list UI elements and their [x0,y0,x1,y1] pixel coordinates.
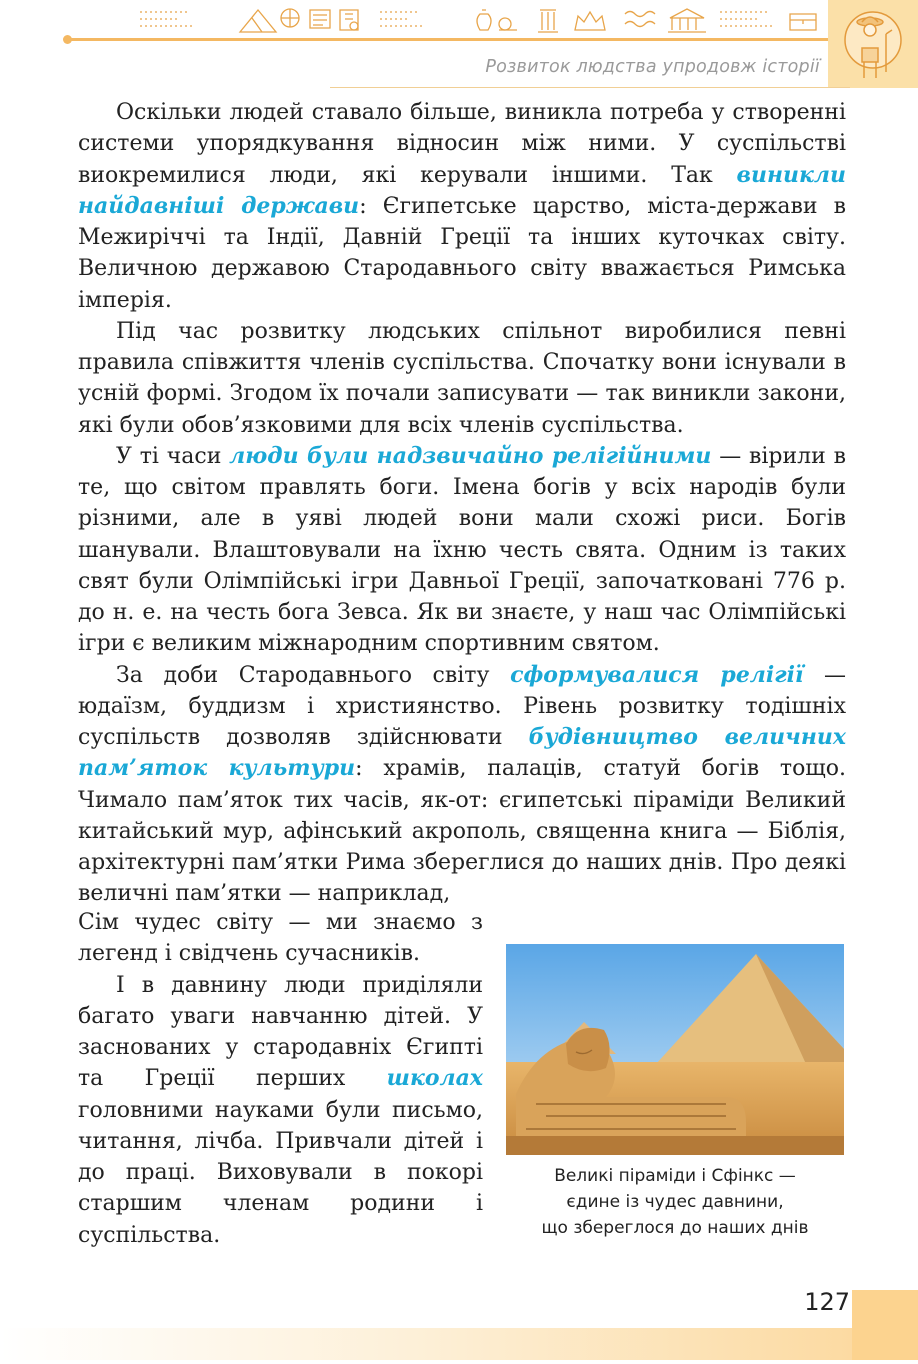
text-span: головними науками були письмо, читання, лічба. Привчали дітей і до праці. Виховували в покорі старшим членам родини і суспільства. [78,1097,483,1248]
dots-pattern-icon [140,12,195,26]
highlight-term: будівництво величних пам’яток культури [78,724,846,782]
wrapped-text [78,907,483,1251]
pyramid-icon [240,10,276,32]
header-decoration [0,0,918,40]
caption-line: що збереглося до наших днів [541,1218,809,1238]
highlight-term: сформувалися релігії [510,661,804,688]
main-text [78,97,846,910]
section-badge [828,0,918,88]
running-title-rule [330,87,850,88]
paragraph-3 [78,441,846,660]
photo-caption [506,1163,844,1241]
scroll-icon [310,10,330,28]
dash-pattern-icon [720,12,775,26]
globe-icon [281,9,299,27]
paragraph-1 [78,97,846,316]
caption-line: Великі піраміди і Сфінкс — [554,1166,796,1186]
text-span: У ті часи [116,443,230,469]
temple-icon [668,9,706,32]
jug-icon [477,10,491,30]
header-rule [68,38,918,41]
crown-icon [575,12,605,30]
page-number: 127 [804,1288,850,1316]
caption-line: єдине із чудес давнини, [566,1192,784,1212]
paragraph-4-continued: Сім чудес світу — ми знаємо з легенд і свідчень сучасників. [78,910,483,967]
running-title: Розвиток людства упродовж історії [485,57,820,77]
paragraph-4 [78,660,846,910]
wave-pattern-icon [625,12,655,27]
snail-icon [499,18,517,30]
highlight-term: школах [386,1065,483,1092]
chest-icon [790,14,816,30]
sphinx-pyramids-photo [506,944,844,1155]
text-span: : Єгипетське царство, міста-держави в Межиріччі та Індії, Давній Греції та інших куточках світу. Величною державою Стародавнього світу вважається Римська імперія. [78,193,847,313]
text-span: І в давнину люди приділяли багато уваги навчанню дітей. У заснованих у стародавніх Єгипті та Греції перших [78,972,483,1092]
text-span: — юдаїзм, буддизм і християнство. Рівень розвитку тодішніх суспільств дозволяв здійснювати [78,662,847,750]
lines-pattern-icon [380,12,425,26]
text-span: За доби Стародавнього світу [116,662,511,688]
text-span: Оскільки людей ставало більше, виникла потреба у створенні системи упорядкування відносин між ними. У суспільстві виокремилися люди, які керували іншими. Так [78,100,846,188]
paragraph-5 [78,970,483,1251]
highlight-term: виникли найдавніші держави [78,161,846,219]
book-icon [340,10,358,30]
explorer-icon [828,0,918,88]
header-rule-dot [63,35,72,44]
column-icon [538,10,558,32]
text-span: : храмів, палаців, статуй богів тощо. Чимало пам’яток тих часів, як-от: єгипетські піраміди Великий китайський мур, афінський акрополь, священна книга — Біблія, архітектурні пам’ятки Рима збереглися до наших днів. Про деякі величні пам’ятки — наприклад, [78,756,847,907]
highlight-term: люди були надзвичайно релігійними [229,442,712,469]
paragraph-2: Під час розвитку людських спільнот виробилися певні правила співжиття членів суспільства. Спочатку вони існували в усній формі. Згодом їх почали записувати — так виникли закони, які були обов’язковими для всіх членів суспільства. [78,318,846,438]
text-span: — вірили в те, що світом правлять боги. Імена богів у всіх народів були різними, але в уяві людей вони мали схожі риси. Богів шанували. Влаштовували на їхню честь свята. Одним із таких свят були Олімпійські ігри Давньої Греції, започатковані 776 р. до н. е. на честь бога Зевса. Як ви знаєте, у наш час Олімпійські ігри є великим міжнародним спортивним святом. [78,443,847,657]
